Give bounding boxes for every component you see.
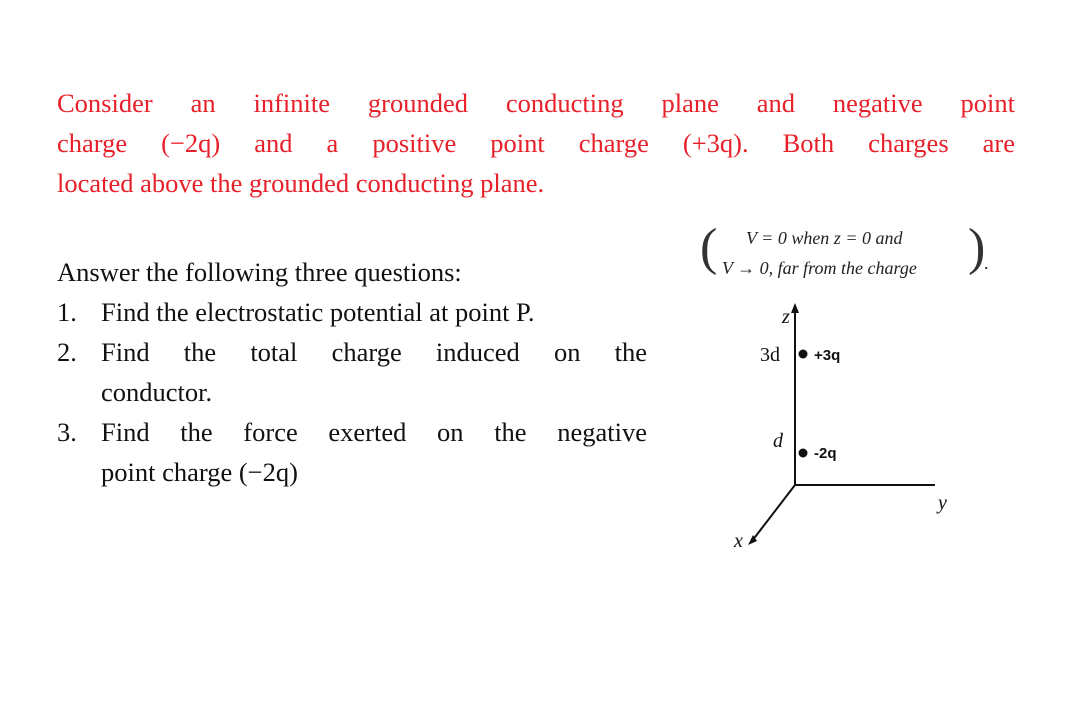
negative-charge-label: -2q [814, 445, 837, 462]
question-text: Find the electrostatic potential at point P. [101, 297, 535, 327]
problem-line-3: located above the grounded conducting plane. [57, 168, 545, 198]
question-1 [57, 292, 647, 332]
question-text: Find the force exerted on the negative [101, 417, 647, 447]
questions-block [57, 252, 647, 492]
question-number: 3. [57, 417, 77, 447]
z-arrow-icon [791, 303, 799, 313]
condition-line-1: V = 0 when z = 0 and [746, 228, 903, 248]
positive-charge-label: +3q [814, 347, 841, 364]
boundary-conditions [700, 219, 992, 283]
upper-height-label: 3d [760, 344, 780, 366]
condition-line-2: V → 0, far from the charge [722, 258, 917, 278]
period-mark: . [984, 253, 989, 273]
positive-charge-dot [799, 350, 808, 359]
negative-charge-dot [799, 449, 808, 458]
charge-diagram [700, 295, 980, 560]
question-text: point charge (−2q) [101, 457, 298, 487]
left-paren: ( [700, 219, 718, 276]
question-2 [57, 332, 647, 412]
question-text: Find the total charge induced on the [101, 337, 647, 367]
x-axis-label: x [734, 530, 743, 552]
question-number: 2. [57, 337, 77, 367]
z-axis-label: z [782, 306, 790, 328]
problem-statement [57, 83, 1015, 203]
right-paren: ) [968, 219, 986, 276]
y-axis-label: y [938, 492, 947, 514]
x-axis [752, 485, 795, 541]
question-3 [57, 412, 647, 492]
question-number: 1. [57, 297, 77, 327]
question-text: conductor. [101, 377, 213, 407]
lower-height-label: d [773, 430, 783, 452]
questions-intro: Answer the following three questions: [57, 257, 462, 287]
problem-line-1: Consider an infinite grounded conducting plane and negative point [57, 88, 1015, 118]
problem-line-2: charge (−2q) and a positive point charge (+3q). Both charges are [57, 128, 1015, 158]
